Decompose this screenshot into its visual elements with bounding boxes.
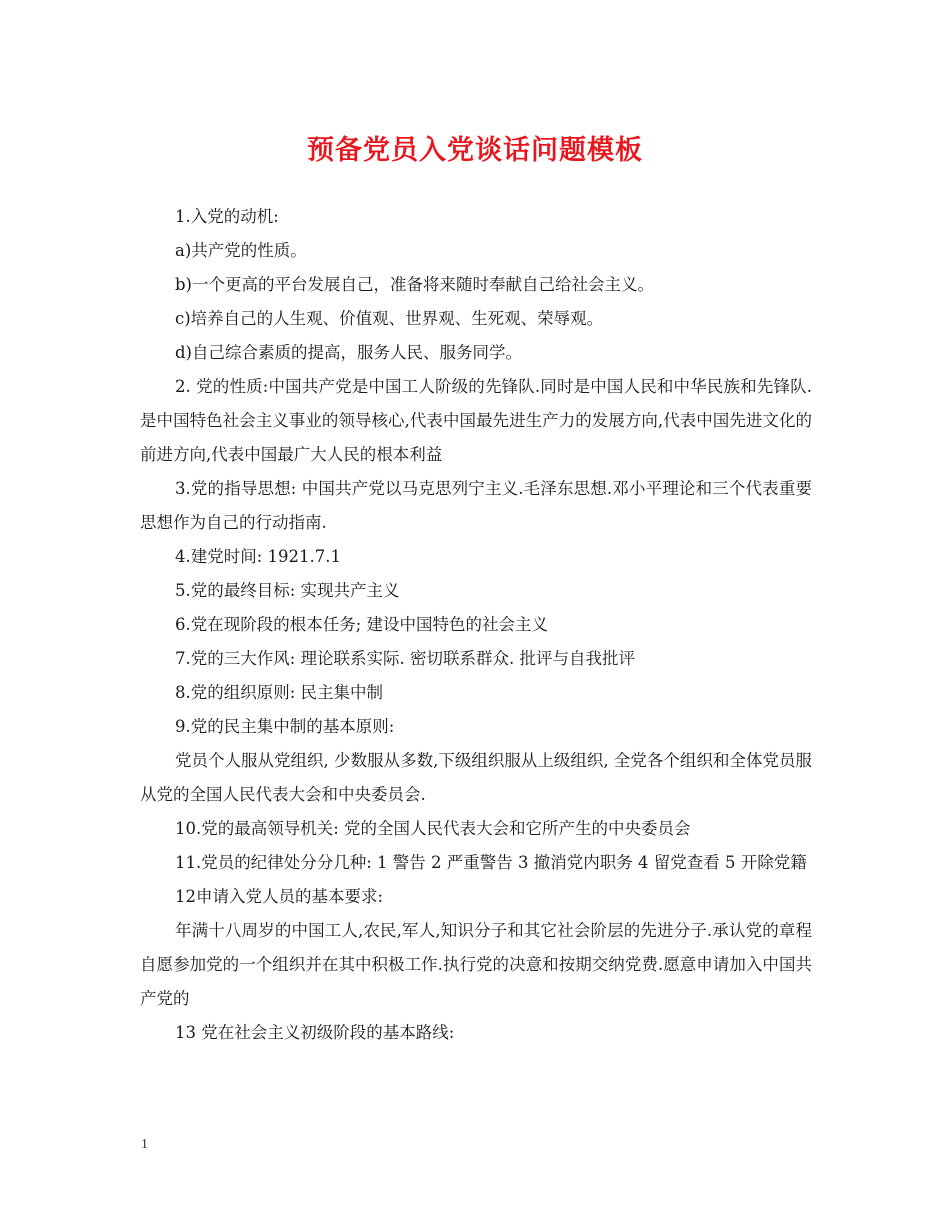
paragraph-motive-d: d)自己综合素质的提高，服务人民、服务同学。 — [175, 343, 522, 362]
document-title: 预备党员入党谈话问题模板 — [307, 135, 643, 166]
paragraph-current-task: 6.党在现阶段的根本任务; 建设中国特色的社会主义 — [175, 615, 549, 634]
paragraph-centralism-body: 党员个人服从党组织, 少数服从多数,下级组织服从上级组织, 全党各个组织和全体党员服从党的全国人民代表大会和中央委员会. — [140, 751, 812, 804]
paragraph-motive-c: c)培养自己的人生观、价值观、世界观、生死观、荣辱观。 — [175, 309, 604, 328]
paragraph-motive-a: a)共产党的性质。 — [175, 241, 307, 260]
paragraph-discipline: 11.党员的纪律处分分几种: 1 警告 2 严重警告 3 撤消党内职务 4 留党查看 5 开除党籍 — [175, 853, 807, 872]
paragraph-organization-principle: 8.党的组织原则: 民主集中制 — [175, 683, 384, 702]
paragraph-requirements-body: 年满十八周岁的中国工人,农民,军人,知识分子和其它社会阶层的先进分子.承认党的章程自愿参加党的一个组织并在其中积极工作.执行党的决意和按期交纳党费.愿意申请加入中国共产党的 — [140, 921, 812, 1008]
paragraph-founding-date: 4.建党时间: 1921.7.1 — [175, 547, 342, 566]
paragraph-ultimate-goal: 5.党的最终目标: 实现共产主义 — [175, 581, 400, 600]
paragraph-guiding-thought: 3.党的指导思想: 中国共产党以马克思列宁主义.毛泽东思想.邓小平理论和三个代表重要思想作为自己的行动指南. — [140, 479, 812, 532]
paragraph-centralism-heading: 9.党的民主集中制的基本原则: — [175, 717, 395, 736]
paragraph-basic-line-heading: 13 党在社会主义初级阶段的基本路线: — [175, 1023, 455, 1042]
paragraph-highest-authority: 10.党的最高领导机关: 党的全国人民代表大会和它所产生的中央委员会 — [175, 819, 691, 838]
paragraph-party-nature: 2. 党的性质:中国共产党是中国工人阶级的先锋队.同时是中国人民和中华民族和先锋队.是中国特色社会主义事业的领导核心,代表中国最先进生产力的发展方向,代表中国先进文化的前进方向,代表中国最广大人民的根本利益 — [140, 377, 812, 464]
paragraph-motive-b: b)一个更高的平台发展自己，准备将来随时奉献自己给社会主义。 — [175, 275, 654, 294]
paragraph-three-styles: 7.党的三大作风: 理论联系实际. 密切联系群众. 批评与自我批评 — [175, 649, 636, 668]
paragraph-motive-heading: 1.入党的动机: — [175, 207, 279, 226]
document-body — [140, 200, 812, 1050]
paragraph-requirements-heading: 12申请入党人员的基本要求: — [175, 887, 384, 906]
page-number: 1 — [141, 1137, 148, 1152]
